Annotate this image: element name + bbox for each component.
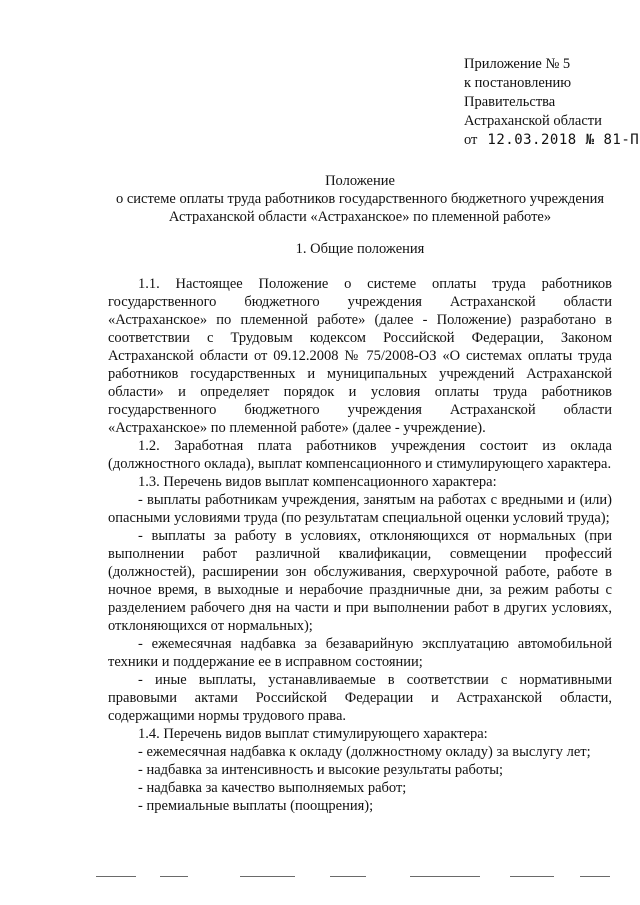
scan-dash [330, 876, 366, 877]
list-item: - иные выплаты, устанавливаемые в соответствии с нормативными правовыми актами Российской Федерации и Астраханской области, содержащими нормы трудового права. [108, 672, 612, 724]
scan-edge-artifact [0, 872, 640, 880]
paragraph-1-1: 1.1. Настоящее Положение о системе оплаты труда работников государственного бюджетного учреждения Астраханской области «Астраханское» по племенной работе» (далее - Положение) разработано в соответствии с Трудовым кодексом Российской Федерации, Законом Астраханской области от 09.12.2008 № 75/2008-ОЗ «О системах оплаты труда работников государственных и муниципальных учреждений Астраханской области» и определяет порядок и условия оплаты труда работников государственного бюджетного учреждения Астраханской области «Астраханское» по племенной работе» (далее - учреждение). [108, 276, 612, 436]
title-heading: Положение [325, 173, 395, 189]
list-item: - надбавка за интенсивность и высокие результаты работы; [138, 762, 504, 778]
annex-region: Астраханской области [464, 113, 602, 129]
list-item: - надбавка за качество выполняемых работ; [138, 780, 407, 796]
annex-resolution-ref: к постановлению [464, 75, 572, 91]
paragraph-1-4: 1.4. Перечень видов выплат стимулирующего характера: [138, 726, 488, 742]
list-item: - выплаты за работу в условиях, отклоняющихся от нормальных (при выполнении работ различной квалификации, совмещении профессий (должностей), расширении зон обслуживания, сверхурочной работе, работе в ночное время, в выходные и нерабочие праздничные дни, за режим работы с разделением рабочего дня на части и при выполнении работ в других условиях, отклоняющихся от нормальных); [108, 528, 612, 634]
annex-date-line [464, 131, 640, 150]
annex-from-label: от [464, 132, 478, 148]
scan-dash [96, 876, 136, 877]
title-subtitle: о системе оплаты труда работников государственного бюджетного учреждения Астраханской области «Астраханское» по племенной работе» [115, 191, 605, 225]
scan-dash [160, 876, 188, 877]
paragraph-1-3: 1.3. Перечень видов выплат компенсационного характера: [138, 474, 497, 490]
document-title [100, 172, 620, 226]
list-item: - премиальные выплаты (поощрения); [138, 798, 374, 814]
annex-number: Приложение № 5 [464, 56, 571, 72]
annex-issuer: Правительства [464, 94, 556, 110]
document-body [108, 275, 612, 815]
list-item: - ежемесячная надбавка к окладу (должностному окладу) за выслугу лет; [138, 744, 591, 760]
list-item: - выплаты работникам учреждения, занятым на работах с вредными и (или) опасными условиями труда (по результатам специальной оценки условий труда); [108, 492, 612, 526]
list-item: - ежемесячная надбавка за безаварийную эксплуатацию автомобильной техники и поддержание ее в исправном состоянии; [108, 636, 612, 670]
scan-dash [580, 876, 610, 877]
scan-dash [510, 876, 554, 877]
section-heading: 1. Общие положения [295, 241, 425, 257]
annex-block [464, 55, 640, 150]
scan-dash [410, 876, 480, 877]
annex-date-number-stamp: 12.03.2018 № 81-П [487, 132, 640, 148]
scan-dash [240, 876, 295, 877]
paragraph-1-2: 1.2. Заработная плата работников учреждения состоит из оклада (должностного оклада), выплат компенсационного и стимулирующего характера. [108, 438, 612, 472]
